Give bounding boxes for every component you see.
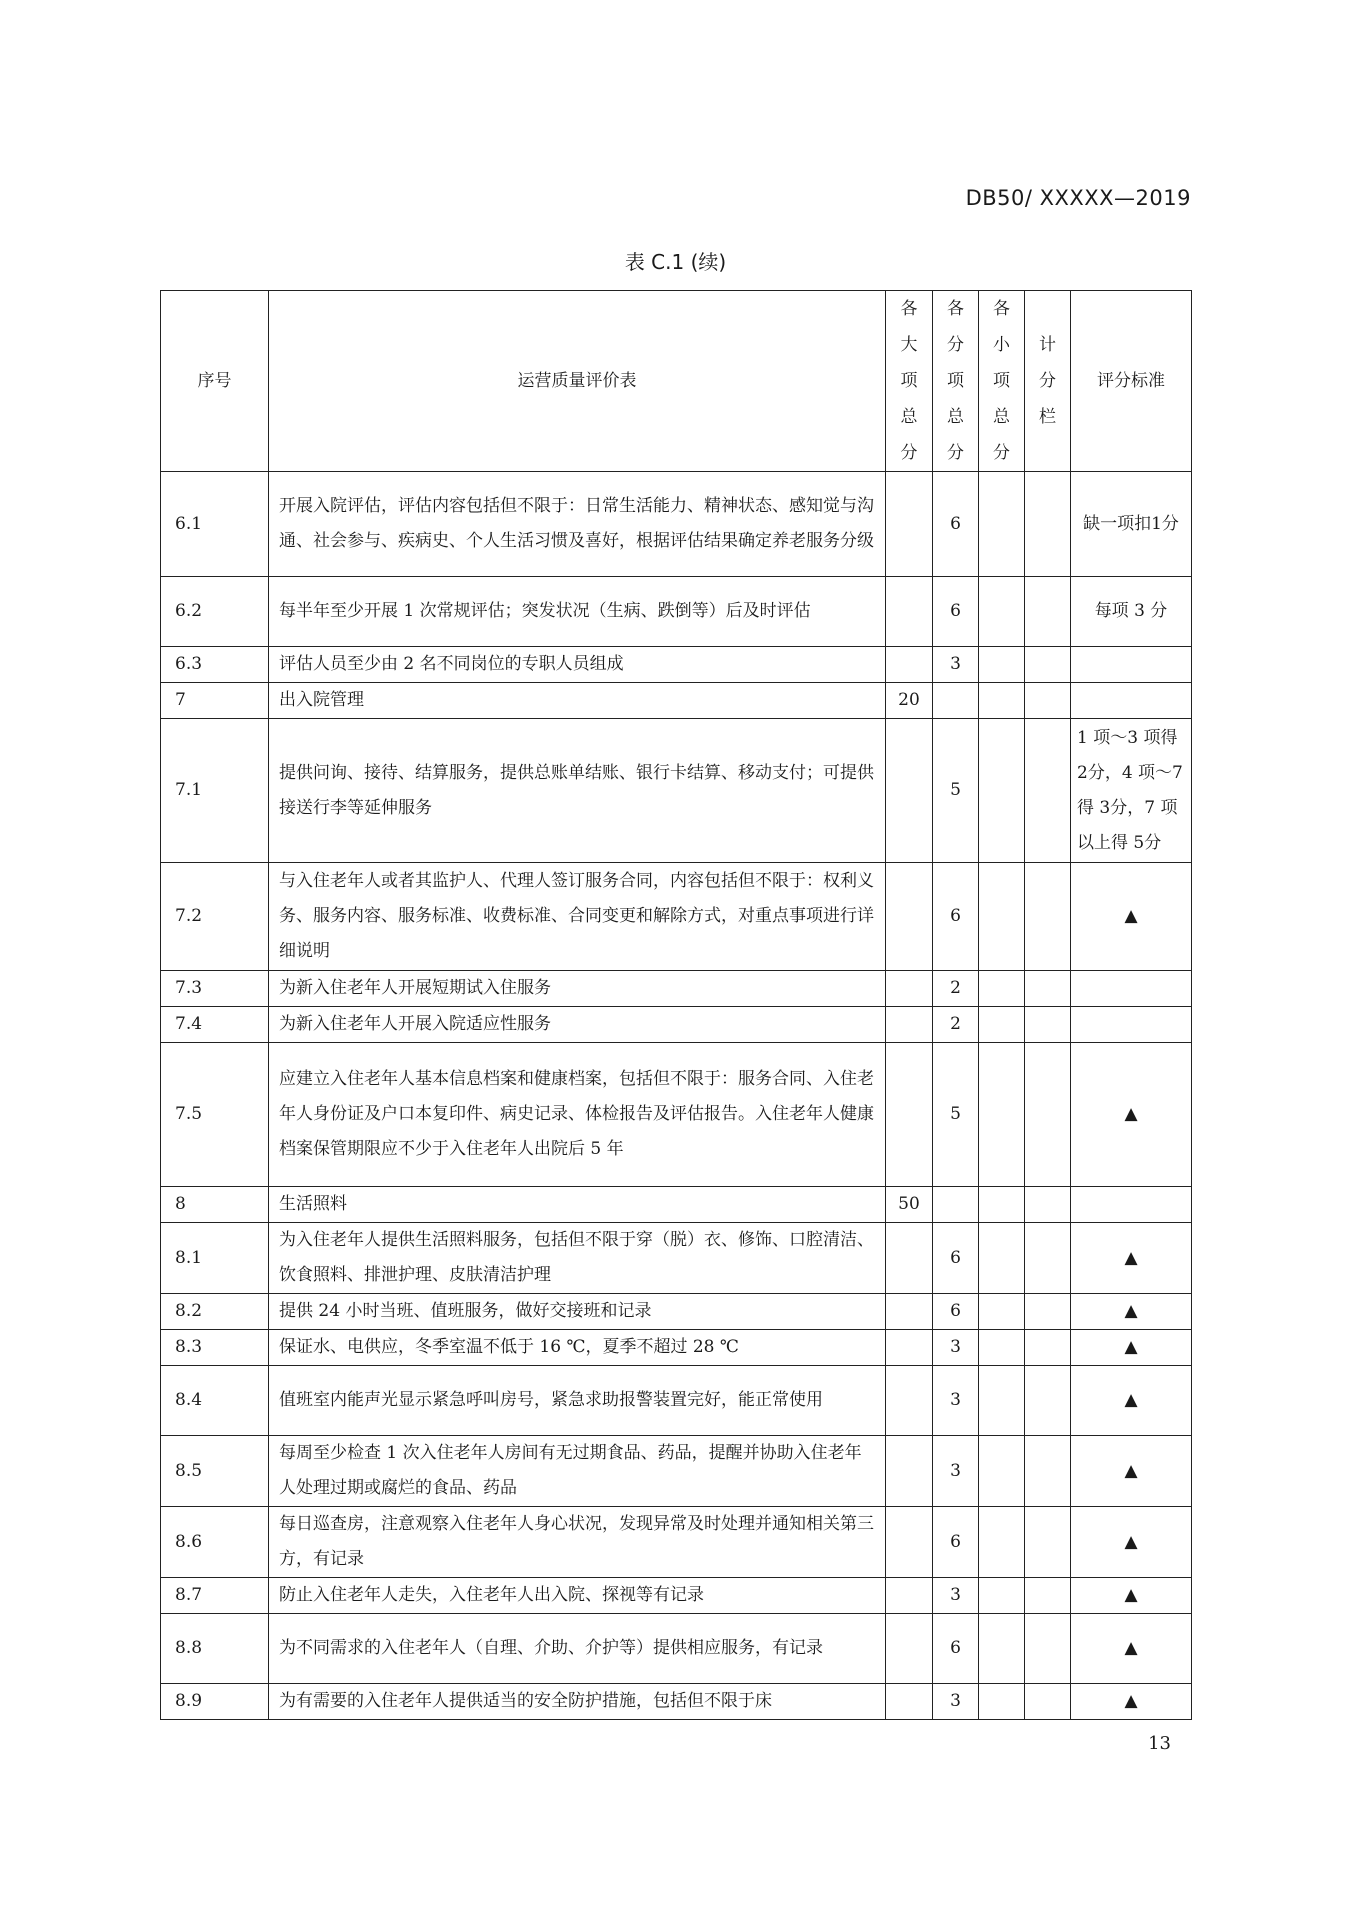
row-score	[1025, 719, 1071, 863]
row-criteria: ▲	[1071, 1330, 1192, 1366]
row-item-text: 评估人员至少由 2 名不同岗位的专职人员组成	[269, 647, 886, 683]
row-item-text: 出入院管理	[269, 683, 886, 719]
evaluation-table	[160, 290, 1192, 1720]
row-item-text: 为新入住老年人开展入院适应性服务	[269, 1007, 886, 1043]
row-sub-total: 6	[933, 1223, 979, 1294]
row-sub-total	[933, 1187, 979, 1223]
row-major-total	[886, 1436, 933, 1507]
row-major-total	[886, 863, 933, 971]
row-sub-total: 5	[933, 1043, 979, 1187]
row-sub-total: 6	[933, 577, 979, 647]
table-row	[161, 1223, 1192, 1294]
row-minor-total	[979, 1578, 1025, 1614]
table-row	[161, 1366, 1192, 1436]
row-sub-total: 6	[933, 472, 979, 577]
row-criteria: ▲	[1071, 863, 1192, 971]
row-minor-total	[979, 683, 1025, 719]
row-sub-total: 6	[933, 1614, 979, 1684]
row-item-text: 生活照料	[269, 1187, 886, 1223]
row-major-total	[886, 1578, 933, 1614]
header-major-total: 各 大 项 总 分	[886, 291, 933, 472]
row-item-text: 为入住老年人提供生活照料服务，包括但不限于穿（脱）衣、修饰、口腔清洁、饮食照料、排泄护理、皮肤清洁护理	[269, 1223, 886, 1294]
row-number: 8.1	[161, 1223, 269, 1294]
table-row	[161, 863, 1192, 971]
row-criteria: ▲	[1071, 1436, 1192, 1507]
header-score-column: 计 分 栏	[1025, 291, 1071, 472]
row-score	[1025, 1187, 1071, 1223]
row-sub-total: 3	[933, 1436, 979, 1507]
row-number: 7.4	[161, 1007, 269, 1043]
row-number: 7.5	[161, 1043, 269, 1187]
row-major-total	[886, 719, 933, 863]
row-item-text: 防止入住老年人走失，入住老年人出入院、探视等有记录	[269, 1578, 886, 1614]
row-item-text: 开展入院评估，评估内容包括但不限于：日常生活能力、精神状态、感知觉与沟通、社会参与、疾病史、个人生活习惯及喜好，根据评估结果确定养老服务分级	[269, 472, 886, 577]
row-item-text: 保证水、电供应，冬季室温不低于 16 ℃，夏季不超过 28 ℃	[269, 1330, 886, 1366]
row-score	[1025, 971, 1071, 1007]
page-number: 13	[1148, 1733, 1171, 1754]
row-number: 7.2	[161, 863, 269, 971]
table-row	[161, 1043, 1192, 1187]
table-row	[161, 1507, 1192, 1578]
row-major-total	[886, 1043, 933, 1187]
row-number: 8.3	[161, 1330, 269, 1366]
row-sub-total: 3	[933, 1684, 979, 1720]
row-major-total	[886, 1223, 933, 1294]
row-criteria	[1071, 647, 1192, 683]
row-sub-total: 3	[933, 1330, 979, 1366]
row-minor-total	[979, 1223, 1025, 1294]
row-criteria: ▲	[1071, 1294, 1192, 1330]
row-number: 8.9	[161, 1684, 269, 1720]
row-minor-total	[979, 577, 1025, 647]
row-number: 8.6	[161, 1507, 269, 1578]
row-score	[1025, 647, 1071, 683]
row-sub-total	[933, 683, 979, 719]
row-number: 8.7	[161, 1578, 269, 1614]
table-row	[161, 1187, 1192, 1223]
row-criteria	[1071, 1007, 1192, 1043]
row-minor-total	[979, 1007, 1025, 1043]
row-minor-total	[979, 1294, 1025, 1330]
row-number: 7.1	[161, 719, 269, 863]
row-item-text: 为新入住老年人开展短期试入住服务	[269, 971, 886, 1007]
row-major-total	[886, 1330, 933, 1366]
row-minor-total	[979, 719, 1025, 863]
row-number: 7.3	[161, 971, 269, 1007]
table-row	[161, 1330, 1192, 1366]
row-minor-total	[979, 472, 1025, 577]
row-number: 6.1	[161, 472, 269, 577]
row-criteria: 缺一项扣1分	[1071, 472, 1192, 577]
row-criteria: ▲	[1071, 1366, 1192, 1436]
table-row	[161, 1436, 1192, 1507]
row-score	[1025, 1436, 1071, 1507]
table-caption: 表 C.1 (续)	[624, 250, 727, 274]
row-item-text: 提供问询、接待、结算服务，提供总账单结账、银行卡结算、移动支付；可提供接送行李等延伸服务	[269, 719, 886, 863]
row-major-total	[886, 1366, 933, 1436]
header-no: 序号	[161, 291, 269, 472]
row-number: 8	[161, 1187, 269, 1223]
row-score	[1025, 1578, 1071, 1614]
header-item: 运营质量评价表	[269, 291, 886, 472]
row-item-text: 提供 24 小时当班、值班服务，做好交接班和记录	[269, 1294, 886, 1330]
row-criteria: ▲	[1071, 1507, 1192, 1578]
row-item-text: 每周至少检查 1 次入住老年人房间有无过期食品、药品，提醒并协助入住老年人处理过期或腐烂的食品、药品	[269, 1436, 886, 1507]
row-minor-total	[979, 971, 1025, 1007]
row-minor-total	[979, 863, 1025, 971]
row-minor-total	[979, 1507, 1025, 1578]
row-major-total	[886, 577, 933, 647]
row-criteria: ▲	[1071, 1043, 1192, 1187]
row-criteria: ▲	[1071, 1684, 1192, 1720]
row-criteria	[1071, 971, 1192, 1007]
row-major-total	[886, 1507, 933, 1578]
table-row	[161, 1684, 1192, 1720]
row-score	[1025, 1330, 1071, 1366]
row-major-total	[886, 1007, 933, 1043]
row-score	[1025, 577, 1071, 647]
row-score	[1025, 1507, 1071, 1578]
header-minor-total: 各 小 项 总 分	[979, 291, 1025, 472]
row-item-text: 每日巡查房，注意观察入住老年人身心状况，发现异常及时处理并通知相关第三方，有记录	[269, 1507, 886, 1578]
row-item-text: 为有需要的入住老年人提供适当的安全防护措施，包括但不限于床	[269, 1684, 886, 1720]
row-score	[1025, 1614, 1071, 1684]
row-sub-total: 2	[933, 1007, 979, 1043]
row-criteria: ▲	[1071, 1578, 1192, 1614]
row-criteria: ▲	[1071, 1223, 1192, 1294]
row-major-total	[886, 1294, 933, 1330]
row-item-text: 每半年至少开展 1 次常规评估；突发状况（生病、跌倒等）后及时评估	[269, 577, 886, 647]
row-number: 6.2	[161, 577, 269, 647]
row-item-text: 应建立入住老年人基本信息档案和健康档案，包括但不限于：服务合同、入住老年人身份证及户口本复印件、病史记录、体检报告及评估报告。入住老年人健康档案保管期限应不少于入住老年人出院后 5 年	[269, 1043, 886, 1187]
row-minor-total	[979, 1614, 1025, 1684]
table-row	[161, 472, 1192, 577]
row-score	[1025, 863, 1071, 971]
row-criteria	[1071, 1187, 1192, 1223]
row-score	[1025, 683, 1071, 719]
row-major-total: 20	[886, 683, 933, 719]
row-major-total	[886, 472, 933, 577]
row-item-text: 值班室内能声光显示紧急呼叫房号，紧急求助报警装置完好，能正常使用	[269, 1366, 886, 1436]
row-number: 7	[161, 683, 269, 719]
table-row	[161, 683, 1192, 719]
row-major-total: 50	[886, 1187, 933, 1223]
row-minor-total	[979, 1330, 1025, 1366]
row-score	[1025, 472, 1071, 577]
row-minor-total	[979, 1187, 1025, 1223]
row-criteria	[1071, 683, 1192, 719]
row-minor-total	[979, 1684, 1025, 1720]
table-row	[161, 1578, 1192, 1614]
row-sub-total: 6	[933, 1294, 979, 1330]
row-minor-total	[979, 1436, 1025, 1507]
row-score	[1025, 1684, 1071, 1720]
header-criteria: 评分标准	[1071, 291, 1192, 472]
document-number: DB50/ XXXXX—2019	[965, 186, 1191, 210]
row-criteria: 1 项～3 项得 2分，4 项～7 得 3分，7 项 以上得 5分	[1071, 719, 1192, 863]
row-sub-total: 3	[933, 1578, 979, 1614]
table-header-row	[161, 291, 1192, 472]
row-item-text: 为不同需求的入住老年人（自理、介助、介护等）提供相应服务，有记录	[269, 1614, 886, 1684]
row-score	[1025, 1007, 1071, 1043]
row-number: 6.3	[161, 647, 269, 683]
row-criteria: ▲	[1071, 1614, 1192, 1684]
row-sub-total: 6	[933, 1507, 979, 1578]
table-row	[161, 1007, 1192, 1043]
row-number: 8.8	[161, 1614, 269, 1684]
table-row	[161, 971, 1192, 1007]
row-major-total	[886, 1684, 933, 1720]
row-number: 8.4	[161, 1366, 269, 1436]
row-major-total	[886, 647, 933, 683]
row-minor-total	[979, 1043, 1025, 1187]
row-sub-total: 5	[933, 719, 979, 863]
table-row	[161, 1294, 1192, 1330]
row-major-total	[886, 971, 933, 1007]
row-sub-total: 2	[933, 971, 979, 1007]
row-sub-total: 3	[933, 1366, 979, 1436]
row-score	[1025, 1366, 1071, 1436]
header-sub-total: 各 分 项 总 分	[933, 291, 979, 472]
row-major-total	[886, 1614, 933, 1684]
row-number: 8.5	[161, 1436, 269, 1507]
row-criteria: 每项 3 分	[1071, 577, 1192, 647]
row-score	[1025, 1294, 1071, 1330]
table-row	[161, 647, 1192, 683]
row-sub-total: 6	[933, 863, 979, 971]
row-minor-total	[979, 1366, 1025, 1436]
row-item-text: 与入住老年人或者其监护人、代理人签订服务合同，内容包括但不限于：权利义务、服务内容、服务标准、收费标准、合同变更和解除方式，对重点事项进行详细说明	[269, 863, 886, 971]
table-row	[161, 577, 1192, 647]
row-score	[1025, 1043, 1071, 1187]
row-minor-total	[979, 647, 1025, 683]
table-row	[161, 1614, 1192, 1684]
row-number: 8.2	[161, 1294, 269, 1330]
table-row	[161, 719, 1192, 863]
row-score	[1025, 1223, 1071, 1294]
row-sub-total: 3	[933, 647, 979, 683]
